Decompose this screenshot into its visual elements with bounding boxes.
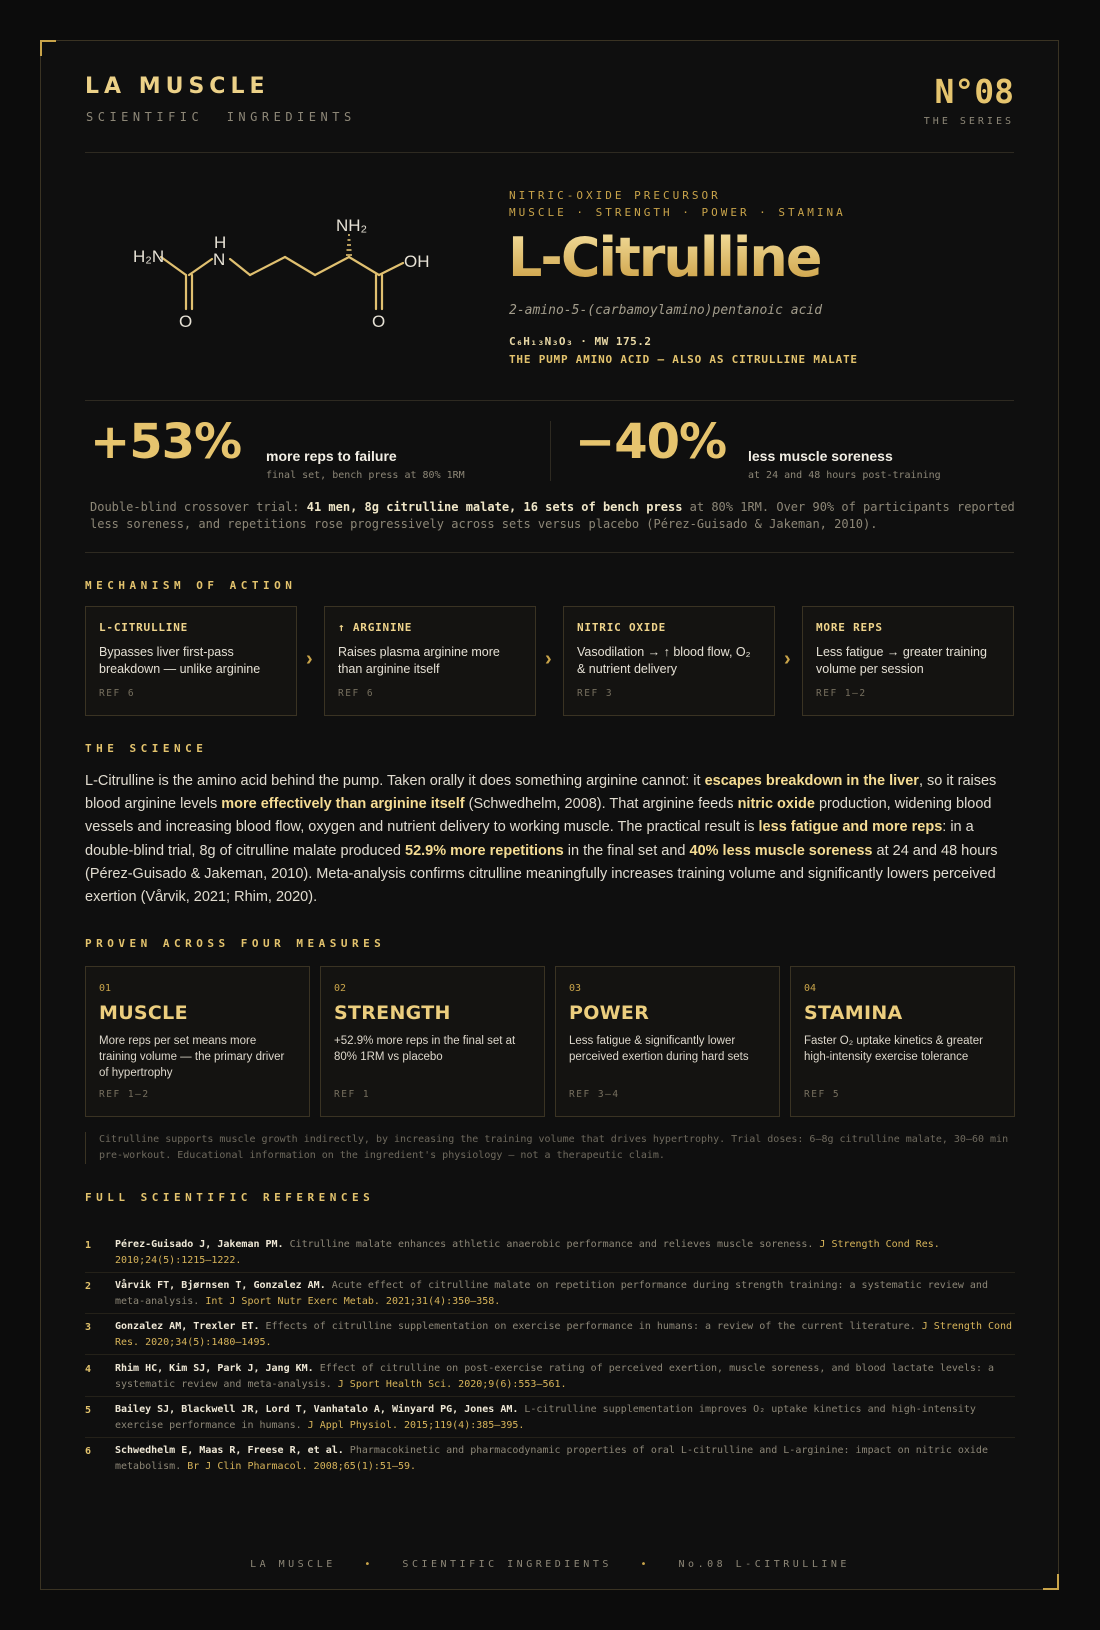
reference-journal: J Strength Cond Res. 2020;34(5):1480–1495.: [115, 1321, 1013, 1348]
ingredient-tags: MUSCLE · STRENGTH · POWER · STAMINA: [509, 206, 846, 219]
step-ref: REF 1–2: [816, 688, 867, 699]
reference-item: [85, 1443, 1015, 1479]
series-number: N°08: [934, 72, 1014, 111]
reference-item: [85, 1402, 1015, 1438]
measure-title: POWER: [569, 1002, 650, 1024]
reference-number: 1: [85, 1240, 92, 1251]
ingredient-tagline: THE PUMP AMINO ACID — ALSO AS CITRULLINE MALATE: [509, 353, 858, 366]
footer-brand: LA MUSCLE: [250, 1559, 336, 1570]
chevron-right-icon: ›: [545, 648, 552, 670]
label-oh: OH: [404, 252, 430, 271]
reference-authors: Pérez-Guisado J, Jakeman PM.: [115, 1239, 284, 1250]
step-title: NITRIC OXIDE: [577, 621, 667, 634]
reference-item: [85, 1361, 1015, 1397]
reference-journal: Int J Sport Nutr Exerc Metab. 2021;31(4):350–358.: [205, 1295, 501, 1307]
reference-number: 6: [85, 1446, 92, 1457]
label-nh2: NH₂: [336, 216, 368, 235]
disclaimer-note: Citrulline supports muscle growth indirectly, by increasing the training volume that drives hypertrophy. Trial doses: 6–8g citrulline malate, 30–60 min pre-workout. Educational information on the ingredient's physiology — not a therapeutic claim.: [85, 1132, 1015, 1164]
footer-dot: •: [364, 1559, 374, 1570]
reference-title: Effects of citrulline supplementation on exercise performance in humans: a review of the current literature.: [259, 1321, 922, 1332]
reference-number: 4: [85, 1364, 92, 1375]
reference-authors: Schwedhelm E, Maas R, Freese R, et al.: [115, 1445, 344, 1456]
reference-title: L-citrulline supplementation improves O₂ uptake kinetics and high-intensity exercise performance in humans.: [115, 1404, 976, 1431]
measure-description: More reps per set means more training volume — the primary driver of hypertrophy: [99, 1035, 285, 1079]
measure-ref: REF 1: [334, 1089, 371, 1100]
step-title: MORE REPS: [816, 621, 883, 634]
measure-card-strength: [320, 966, 545, 1117]
reference-item: [85, 1278, 1015, 1314]
stat-value-reps: +53%: [90, 414, 242, 470]
measure-ref: REF 5: [804, 1089, 841, 1100]
mechanism-step-citrulline: [85, 606, 297, 716]
reference-title: Pharmacokinetic and pharmacodynamic properties of oral L-citrulline and L-arginine: impact on nitric oxide metabolism.: [115, 1445, 988, 1472]
label-o1: O: [179, 312, 193, 331]
step-description: Less fatigue → greater training volume per session: [816, 645, 987, 676]
footer-middle: SCIENTIFIC INGREDIENTS: [402, 1559, 612, 1570]
reference-authors: Vårvik FT, Bjørnsen T, Gonzalez AM.: [115, 1280, 326, 1291]
molecule-structure: [125, 215, 455, 340]
brand-subtitle: SCIENTIFIC INGREDIENTS: [86, 110, 356, 124]
reference-journal: J Sport Health Sci. 2020;9(6):553–561.: [337, 1378, 567, 1390]
reference-number: 5: [85, 1405, 92, 1416]
science-heading: THE SCIENCE: [85, 742, 208, 755]
mechanism-heading: MECHANISM OF ACTION: [85, 579, 297, 592]
measure-ref: REF 1–2: [99, 1089, 150, 1100]
stat-sub-soreness: at 24 and 48 hours post-training: [748, 470, 941, 481]
measure-description: Faster O₂ uptake kinetics & greater high-intensity exercise tolerance: [804, 1035, 983, 1063]
frame-corner-top-left: [40, 40, 56, 56]
footer: [0, 1559, 1100, 1570]
chevron-right-icon: ›: [306, 648, 313, 670]
divider: [85, 552, 1014, 553]
measure-description: Less fatigue & significantly lower perceived exertion during hard sets: [569, 1035, 749, 1063]
measure-description: +52.9% more reps in the final set at 80% 1RM vs placebo: [334, 1035, 516, 1063]
trial-summary: Double-blind crossover trial: 41 men, 8g citrulline malate, 16 sets of bench press at 80% 1RM. Over 90% of participants reported less soreness, and repetitions rose progressively across sets versus placebo (Pérez-Guisado & Jakeman, 2010).: [90, 500, 1015, 531]
mechanism-step-nitric-oxide: [563, 606, 775, 716]
science-paragraph: L-Citrulline is the amino acid behind the pump. Taken orally it does something arginine cannot: it escapes breakdown in the liver, so it raises blood arginine levels more effectively than arginine itself (Schwedhelm, 2008). That arginine feeds nitric oxide production, widening blood vessels and increasing blood flow, oxygen and nutrient delivery to working muscle. The practical result is less fatigue and more reps: in a double-blind trial, 8g of citrulline malate produced 52.9% more repetitions in the final set and 40% less muscle soreness at 24 and 48 hours (Pérez-Guisado & Jakeman, 2010). Meta-analysis confirms citrulline meaningfully increases training volume and significantly lowers perceived exertion (Vårvik, 2021; Rhim, 2020).: [85, 773, 998, 906]
step-title: ↑ ARGININE: [338, 621, 413, 634]
stat-label-reps: more reps to failure: [266, 448, 397, 464]
reference-authors: Bailey SJ, Blackwell JR, Lord T, Vanhatalo A, Winyard PG, Jones AM.: [115, 1404, 519, 1415]
reference-authors: Rhim HC, Kim SJ, Park J, Jang KM.: [115, 1363, 314, 1374]
divider: [85, 400, 1014, 401]
measure-title: STAMINA: [804, 1002, 903, 1024]
measures-heading: PROVEN ACROSS FOUR MEASURES: [85, 937, 386, 950]
reference-item: [85, 1319, 1015, 1355]
reference-title: Effect of citrulline on post-exercise rating of perceived exertion, muscle soreness, and blood lactate levels: a systematic review and meta-analysis.: [115, 1363, 995, 1390]
brand-logo: LA MUSCLE: [85, 74, 270, 99]
step-title: L-CITRULLINE: [99, 621, 189, 634]
measure-number: 02: [334, 983, 347, 994]
label-h: H: [214, 233, 227, 252]
iupac-name: 2-amino-5-(carbamoylamino)pentanoic acid: [509, 303, 823, 318]
measure-number: 03: [569, 983, 582, 994]
ingredient-category: NITRIC-OXIDE PRECURSOR: [509, 189, 721, 202]
reference-number: 3: [85, 1322, 92, 1333]
reference-authors: Gonzalez AM, Trexler ET.: [115, 1321, 260, 1332]
molecular-formula: C₆H₁₃N₃O₃ · MW 175.2: [509, 335, 652, 348]
reference-title: Acute effect of citrulline malate on repetition performance during strength training: a systematic review and meta-analysis.: [115, 1280, 988, 1307]
measure-title: MUSCLE: [99, 1002, 188, 1024]
step-ref: REF 6: [338, 688, 375, 699]
divider: [85, 152, 1014, 153]
step-ref: REF 3: [577, 688, 614, 699]
reference-journal: Br J Clin Pharmacol. 2008;65(1):51–59.: [187, 1460, 417, 1472]
measure-number: 04: [804, 983, 817, 994]
stat-label-soreness: less muscle soreness: [748, 448, 893, 464]
stat-sub-reps: final set, bench press at 80% 1RM: [266, 470, 465, 481]
series-label: THE SERIES: [923, 116, 1014, 127]
mechanism-step-more-reps: [802, 606, 1014, 716]
stat-divider: [550, 421, 551, 481]
references-heading: FULL SCIENTIFIC REFERENCES: [85, 1191, 375, 1204]
label-n: N: [213, 250, 226, 269]
footer-end: No.08 L-CITRULLINE: [678, 1559, 850, 1570]
measure-ref: REF 3–4: [569, 1089, 620, 1100]
step-description: Bypasses liver first-pass breakdown — unlike arginine: [99, 645, 261, 676]
measure-card-power: [555, 966, 780, 1117]
reference-title: Citrulline malate enhances athletic anaerobic performance and relieves muscle soreness.: [283, 1239, 820, 1250]
ingredient-name: L-Citrulline: [508, 226, 821, 289]
step-description: Vasodilation → ↑ blood flow, O₂ & nutrient delivery: [577, 645, 751, 676]
measure-title: STRENGTH: [334, 1002, 451, 1024]
reference-number: 2: [85, 1281, 92, 1292]
measure-card-muscle: [85, 966, 310, 1117]
reference-journal: J Strength Cond Res. 2010;24(5):1215–1222.: [115, 1239, 940, 1266]
measure-number: 01: [99, 983, 112, 994]
chevron-right-icon: ›: [784, 648, 791, 670]
step-description: Raises plasma arginine more than arginine itself: [338, 645, 500, 676]
label-o2: O: [372, 312, 386, 331]
reference-item: [85, 1237, 1015, 1273]
reference-journal: J Appl Physiol. 2015;119(4):385–395.: [307, 1419, 525, 1431]
mechanism-step-arginine: [324, 606, 536, 716]
footer-dot: •: [640, 1559, 650, 1570]
label-h2n: H₂N: [133, 247, 165, 266]
frame-corner-bottom-right: [1043, 1574, 1059, 1590]
step-ref: REF 6: [99, 688, 136, 699]
stat-value-soreness: −40%: [575, 414, 727, 470]
measure-card-stamina: [790, 966, 1015, 1117]
